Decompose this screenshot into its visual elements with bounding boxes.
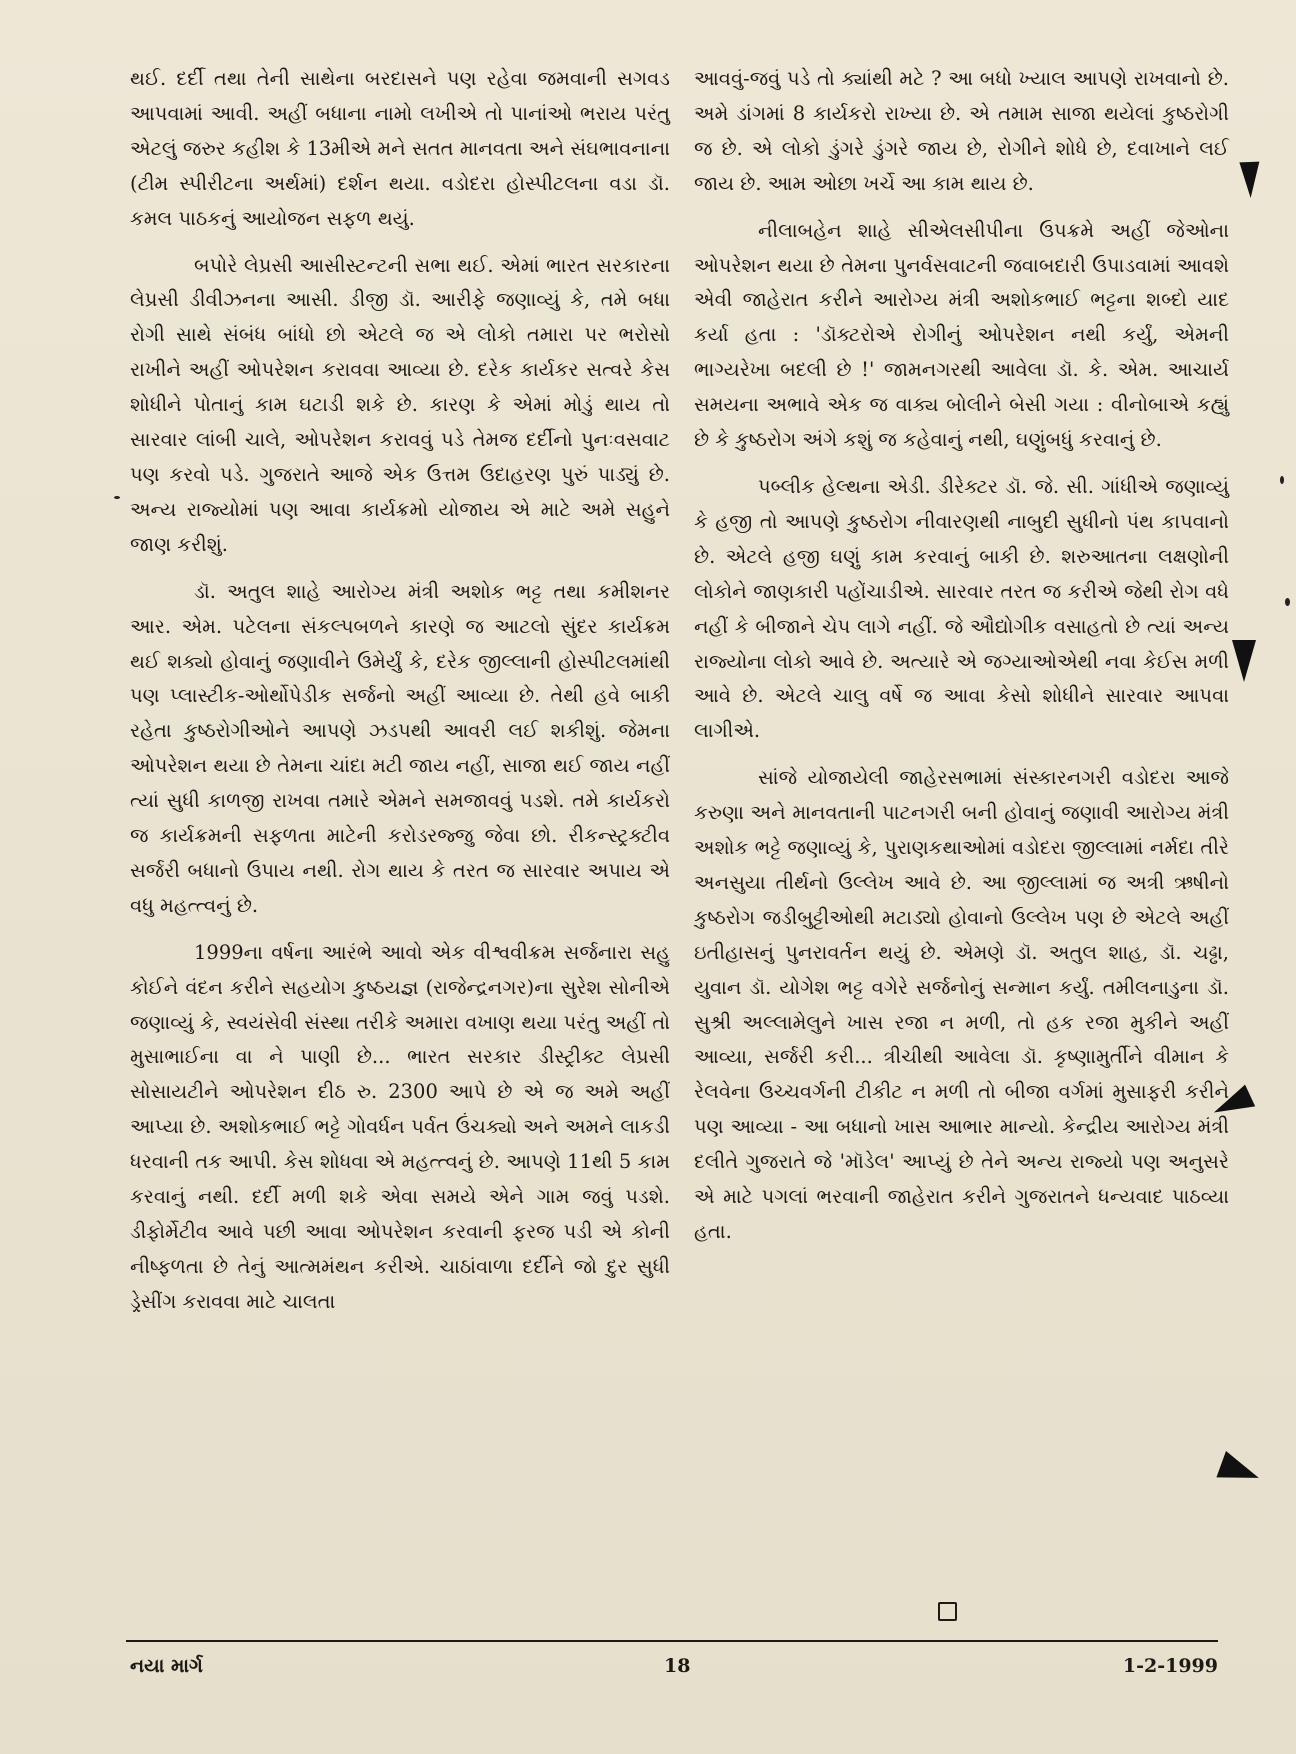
footer-date: 1-2-1999: [1122, 1655, 1218, 1677]
article-paragraph: આવવું-જવું પડે તો ક્યાંથી મટે ? આ બધો ખ્યાલ આપણે રાખવાનો છે. અમે ડાંગમાં 8 કાર્યકરો રાખ્યા છે. એ તમામ સાજા થયેલાં કુષ્ઠરોગી જ છે. એ લોકો ડુંગરે ડુંગરે જાય છે, રોગીને શોધે છે, દવાખાને લઈ જાય છે. આમ ઓછા ખર્ચે આ કામ થાય છે.: [694, 67, 1229, 195]
article-paragraph: થઈ. દર્દી તથા તેની સાથેના બરદાસને પણ રહેવા જમવાની સગવડ આપવામાં આવી. અહીં બધાના નામો લખીએ તો પાનાંઓ ભરાય પરંતુ એટલું જરુર કહીશ કે 13મીએ મને સતત માનવતા અને સંઘભાવનાના (ટીમ સ્પીરીટના અર્થમાં) દર્શન થયા. વડોદરા હોસ્પીટલના વડા ડૉ. કમલ પાઠકનું આયોજન સફળ થયું.: [130, 67, 670, 230]
article-paragraph: પબ્લીક હેલ્થના એડી. ડીરેક્ટર ડૉ. જે. સી. ગાંધીએ જણાવ્યું કે હજી તો આપણે કુષ્ઠરોગ નીવારણથી નાબુદી સુધીનો પંથ કાપવાનો છે. એટલે હજી ઘણું કામ કરવાનું બાકી છે. શરુઆતના લક્ષણોની લોકોને જાણકારી પહોંચાડીએ. સારવાર તરત જ કરીએ જેથી રોગ વધે નહીં કે બીજાને ચેપ લાગે નહીં. જે ઔદ્યોગીક વસાહતો છે ત્યાં અન્ય રાજ્યોના લોકો આવે છે. અત્યારે એ જગ્યાઓએથી નવા કેઈસ મળી આવે છે. એટલે ચાલુ વર્ષે જ આવા કેસો શોધીને સારવાર આપવા લાગીએ.: [694, 474, 1229, 743]
article-end-square-icon: [938, 1602, 957, 1621]
right-column: [694, 62, 1229, 1262]
binding-punch-mark-icon: [1232, 640, 1256, 682]
footer-page-number: 18: [664, 1655, 691, 1677]
binding-punch-mark-icon: [1216, 1451, 1263, 1491]
article-paragraph: 1999ના વર્ષના આરંભે આવો એક વીશ્વવીક્રમ સર્જનારા સહુ કોઈને વંદન કરીને સહયોગ કુષ્ઠયજ્ઞ (રાજેન્દ્રનગર)ના સુરેશ સોનીએ જણાવ્યું કે, સ્વયંસેવી સંસ્થા તરીકે અમારા વખાણ થયા પરંતુ અહીં તો મુસાભાઈના વા ને પાણી છે... ભારત સરકાર ડીસ્ટ્રીક્ટ લેપ્રસી સોસાયટીને ઓપરેશન દીઠ રુ. 2300 આપે છે એ જ અમે અહીં આપ્યા છે. અશોકભાઈ ભટ્ટે ગોવર્ધન પર્વત ઉંચક્યો અને અમને લાકડી ધરવાની તક આપી. કેસ શોધવા એ મહત્ત્વનું છે. આપણે 11થી 5 કામ કરવાનું નથી. દર્દી મળી શકે એવા સમયે એને ગામ જવું પડશે. ડીફોર્મેટીવ આવે પછી આવા ઓપરેશન કરવાની ફરજ પડી એ કોની નીષ્ફળતા છે તેનું આત્મમંથન કરીએ. ચાઠાંવાળા દર્દીને જો દુર સુધી ડ્રેસીંગ કરાવવા માટે ચાલતા: [130, 940, 670, 1313]
article-paragraph: સાંજે યોજાયેલી જાહેરસભામાં સંસ્કારનગરી વડોદરા આજે કરુણા અને માનવતાની પાટનગરી બની હોવાનું જણાવી આરોગ્ય મંત્રી અશોક ભટ્ટે જણાવ્યું કે, પુરાણકથાઓમાં વડોદરા જીલ્લામાં નર્મદા તીરે અનસુયા તીર્થનો ઉલ્લેખ આવે છે. આ જીલ્લામાં જ અત્રી ઋષીનો કુષ્ઠરોગ જડીબુટ્ટીઓથી મટાડ્યો હોવાનો ઉલ્લેખ પણ છે એટલે અહીં ઇતીહાસનું પુનરાવર્તન થયું છે. એમણે ડૉ. અતુલ શાહ, ડૉ. ચઢ્ઢા, યુવાન ડૉ. યોગેશ ભટ્ટ વગેરે સર્જનોનું સન્માન કર્યું. તમીલનાડુના ડૉ. સુશ્રી અલ્લામેલુને ખાસ રજા ન મળી, તો હક રજા મુકીને અહીં આવ્યા, સર્જરી કરી... ત્રીચીથી આવેલા ડૉ. કૃષ્ણામુર્તીને વીમાન કે રેલવેના ઉચ્ચવર્ગની ટીકીટ ન મળી તો બીજા વર્ગમાં મુસાફરી કરીને પણ આવ્યા - આ બધાનો ખાસ આભાર માન્યો. કેન્દ્રીય આરોગ્ય મંત્રી દલીતે ગુજરાતે જે 'મૉડેલ' આપ્યું છે તેને અન્ય રાજ્યો પણ અનુસરે એ માટે પગલાં ભરવાની જાહેરાત કરીને ગુજરાતને ધન્યવાદ પાઠવ્યા હતા.: [694, 766, 1229, 1243]
article-paragraph: નીલાબહેન શાહે સીએલસીપીના ઉપક્રમે અહીં જેઓના ઓપરેશન થયા છે તેમના પુનર્વસવાટની જવાબદારી ઉપાડવામાં આવશે એવી જાહેરાત કરીને આરોગ્ય મંત્રી અશોકભાઈ ભટ્ટના શબ્દો યાદ કર્યા હતા : 'ડૉક્ટરોએ રોગીનું ઓપરેશન નથી કર્યું, એમની ભાગ્યરેખા બદલી છે !' જામનગરથી આવેલા ડૉ. કે. એમ. આચાર્ય સમયના અભાવે એક જ વાક્ય બોલીને બેસી ગયા : વીનોબાએ કહ્યું છે કે કુષ્ઠરોગ અંગે કશું જ કહેવાનું નથી, ઘણુંબધું કરવાનું છે.: [694, 218, 1229, 452]
scan-speck: [114, 496, 120, 499]
article-paragraph: ડૉ. અતુલ શાહે આરોગ્ય મંત્રી અશોક ભટ્ટ તથા કમીશનર આર. એમ. પટેલના સંકલ્પબળને કારણે જ આટલો સુંદર કાર્યક્રમ થઈ શક્યો હોવાનું જણાવીને ઉમેર્યું કે, દરેક જીલ્લાની હોસ્પીટલમાંથી પણ પ્લાસ્ટીક-ઓર્થોપેડીક સર્જનો અહીં આવ્યા છે. તેથી હવે બાકી રહેતા કુષ્ઠરોગીઓને આપણે ઝડપથી આવરી લઈ શકીશું. જેમના ઓપરેશન થયા છે તેમના ચાંદા મટી જાય નહીં, સાજા થઈ જાય નહીં ત્યાં સુધી કાળજી રાખવા તમારે એમને સમજાવવું પડશે. તમે કાર્યકરો જ કાર્યક્રમની સફળતા માટેની કરોડરજ્જુ જેવા છો. રીકન્સ્ટ્રક્ટીવ સર્જરી બધાનો ઉપાય નથી. રોગ થાય કે તરત જ સારવાર અપાય એ વધુ મહત્ત્વનું છે.: [130, 579, 670, 917]
binding-punch-mark-icon: [1239, 162, 1260, 199]
footer-publication-name: નયા માર્ગ: [130, 1655, 203, 1677]
scan-speck: [1285, 598, 1290, 606]
left-column: [130, 62, 670, 1332]
scan-speck: [1280, 476, 1284, 484]
footer-divider: [126, 1640, 1218, 1642]
article-paragraph: બપોરે લેપ્રસી આસીસ્ટન્ટની સભા થઈ. એમાં ભારત સરકારના લેપ્રસી ડીવીઝનના આસી. ડીજી ડૉ. આરીફે જણાવ્યું કે, તમે બધા રોગી સાથે સંબંધ બાંધો છો એટલે જ એ લોકો તમારા પર ભરોસો રાખીને અહીં ઓપરેશન કરાવવા આવ્યા છે. દરેક કાર્યકર સત્વરે કેસ શોધીને પોતાનું કામ ઘટાડી શકે છે. કારણ કે એમાં મોડું થાય તો સારવાર લાંબી ચાલે, ઓપરેશન કરાવવું પડે તેમજ દર્દીનો પુનઃવસવાટ પણ કરવો પડે. ગુજરાતે આજે એક ઉત્તમ ઉદાહરણ પુરું પાડ્યું છે. અન્ય રાજ્યોમાં પણ આવા કાર્યક્રમો યોજાય એ માટે અમે સહુને જાણ કરીશું.: [130, 253, 670, 556]
